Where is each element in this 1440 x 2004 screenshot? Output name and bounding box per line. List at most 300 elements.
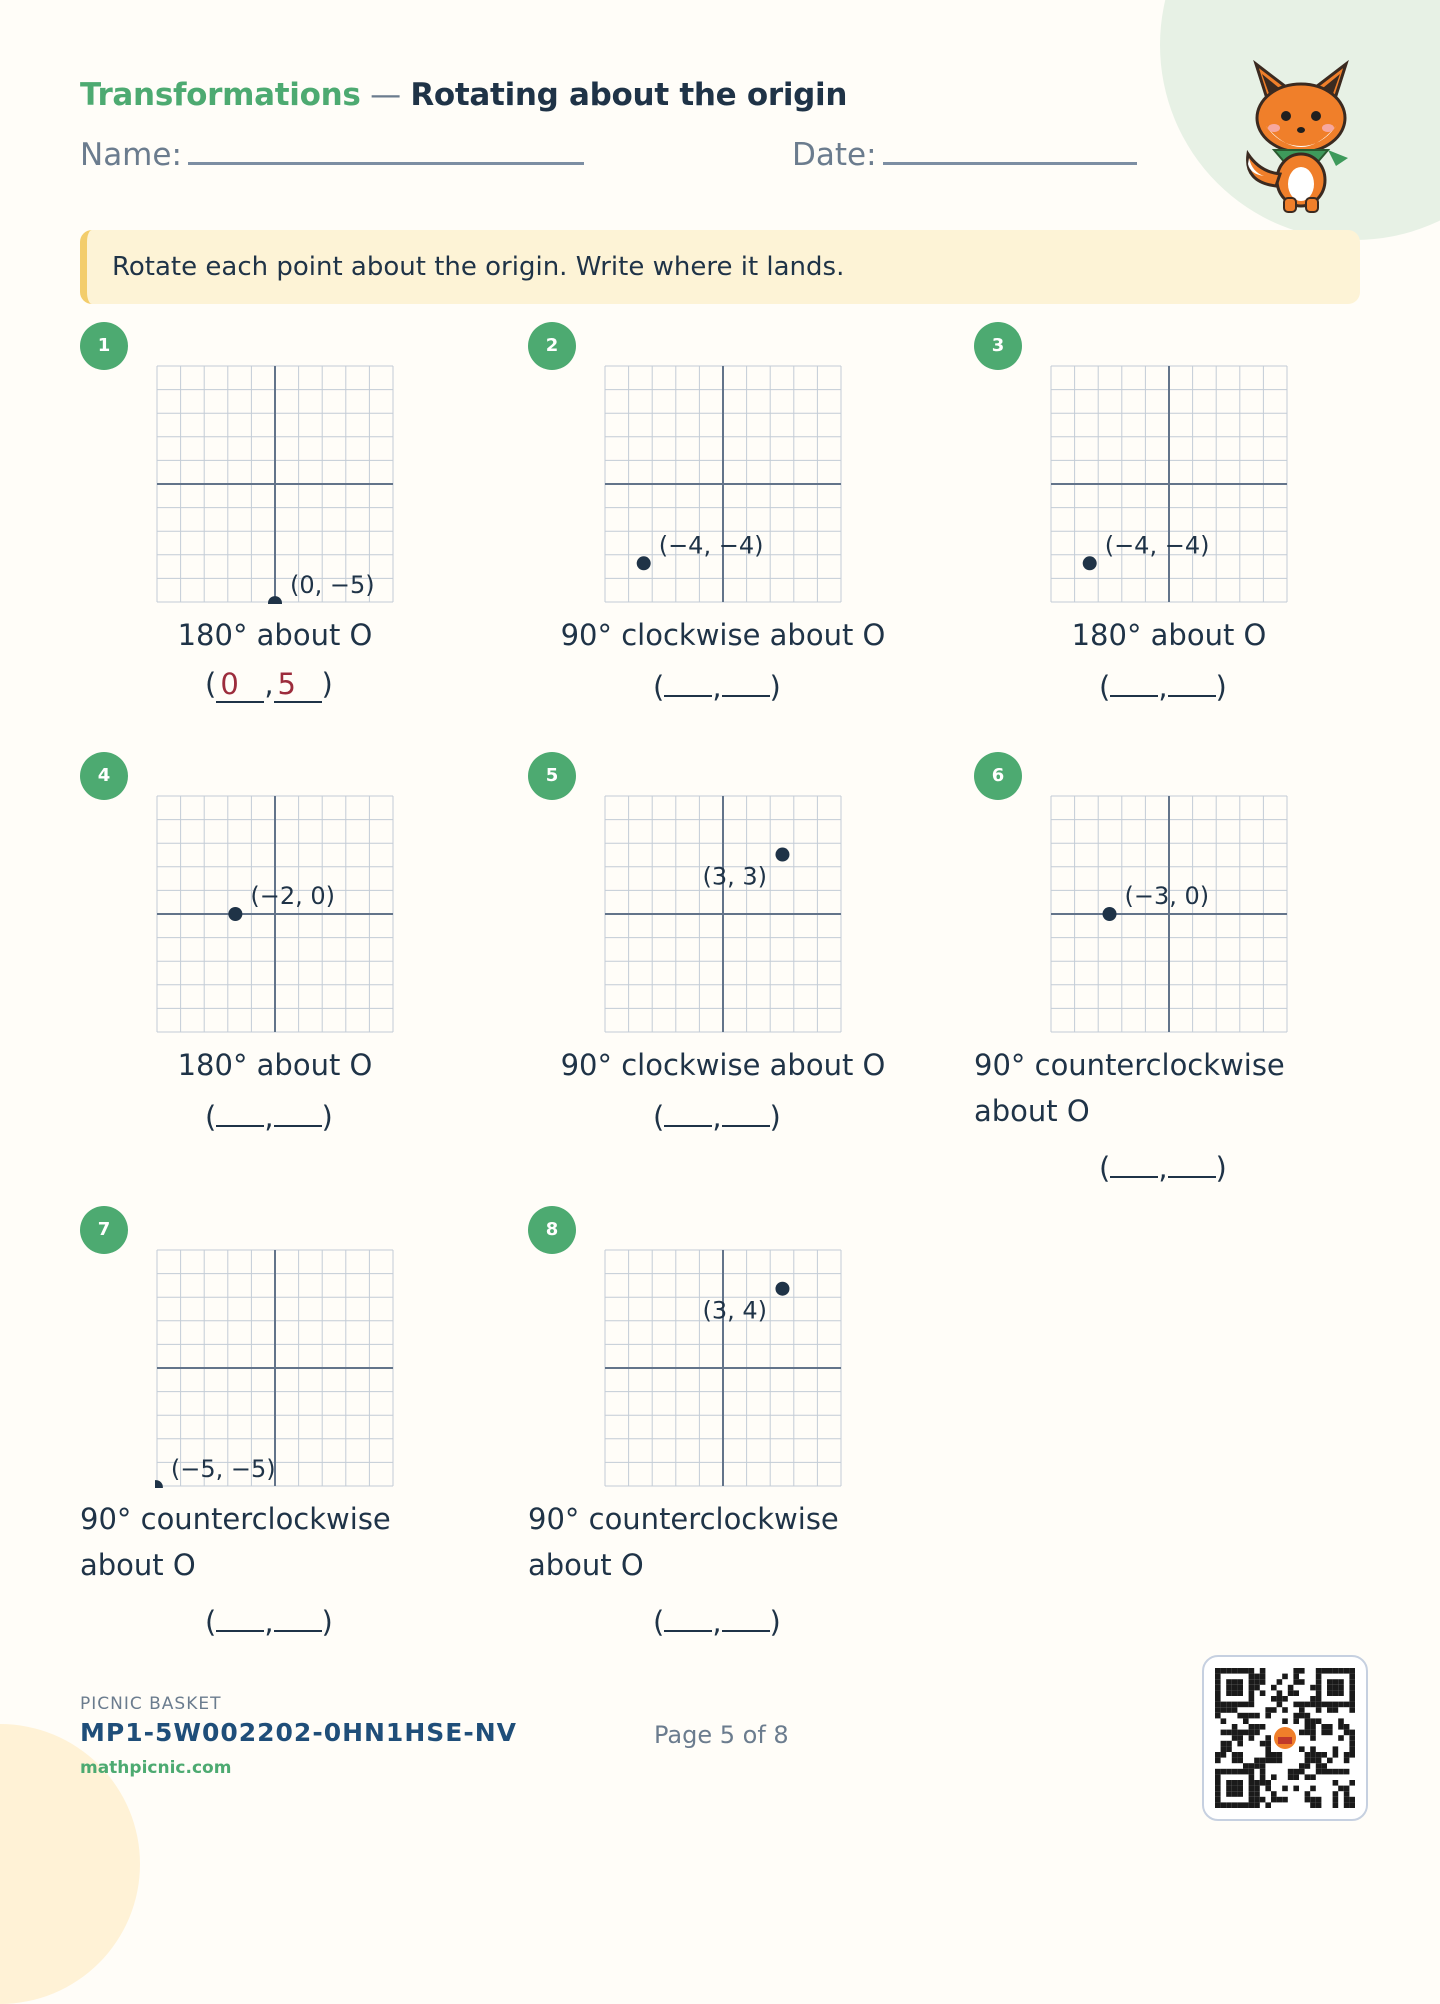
qr-module [1265,1758,1271,1764]
qr-module [1310,1802,1316,1808]
qr-module [1282,1718,1288,1724]
qr-module [1237,1769,1243,1775]
answer-x-blank[interactable] [1110,667,1158,697]
answer-y-value[interactable]: 5 [274,667,322,703]
qr-module [1254,1730,1260,1736]
qr-module [1215,1702,1221,1708]
qr-module [1221,1802,1227,1808]
qr-module [1310,1786,1316,1792]
qr-module [1299,1746,1305,1752]
qr-module [1344,1758,1350,1764]
qr-module [1243,1769,1249,1775]
qr-module [1232,1724,1238,1730]
qr-module [1249,1713,1255,1719]
qr-module [1271,1774,1277,1780]
qr-module [1232,1769,1238,1775]
qr-module [1237,1713,1243,1719]
answer-close-paren: ) [769,1605,781,1639]
answer-comma: , [1158,1151,1168,1185]
name-label: Name: [80,137,182,173]
problem-number-badge: 2 [528,322,576,370]
qr-module [1243,1730,1249,1736]
point-label: (0, −5) [290,571,375,600]
rotation-prompt: 90° counterclockwise about O [974,1048,1285,1128]
qr-module [1237,1786,1243,1792]
qr-module [1260,1797,1266,1803]
qr-module [1277,1696,1283,1702]
qr-module [1254,1780,1260,1786]
qr-module [1226,1786,1232,1792]
qr-module [1333,1668,1339,1674]
qr-module [1338,1690,1344,1696]
qr-module [1232,1702,1238,1708]
qr-module [1232,1668,1238,1674]
qr-module [1333,1780,1339,1786]
qr-module [1333,1690,1339,1696]
qr-module [1349,1702,1355,1708]
qr-module [1260,1774,1266,1780]
qr-module [1277,1752,1283,1758]
qr-module [1221,1702,1227,1708]
qr-module [1249,1774,1255,1780]
date-line[interactable] [883,162,1137,165]
qr-module [1349,1685,1355,1691]
qr-module [1237,1690,1243,1696]
qr-module [1327,1758,1333,1764]
answer-close-paren: ) [769,1100,781,1134]
qr-module [1215,1674,1221,1680]
qr-module [1344,1730,1350,1736]
qr-module [1221,1741,1227,1747]
qr-module [1333,1707,1339,1713]
qr-module [1215,1786,1221,1792]
qr-module [1277,1679,1283,1685]
answer-open-paren: ( [1099,670,1111,704]
qr-module [1344,1791,1350,1797]
qr-module [1232,1685,1238,1691]
plotted-point [775,1282,789,1296]
footer-brand: PICNIC BASKET [80,1694,222,1714]
qr-module [1338,1786,1344,1792]
qr-module [1349,1707,1355,1713]
qr-module [1344,1668,1350,1674]
qr-module [1237,1702,1243,1708]
qr-module [1243,1802,1249,1808]
qr-module [1338,1735,1344,1741]
qr-module [1254,1786,1260,1792]
answer-y-blank[interactable] [274,1602,322,1632]
qr-module [1316,1802,1322,1808]
rotation-prompt: 180° about O [1071,618,1267,652]
qr-module [1316,1707,1322,1713]
qr-module [1299,1679,1305,1685]
qr-module [1226,1730,1232,1736]
qr-module [1249,1690,1255,1696]
qr-module [1215,1679,1221,1685]
qr-module [1310,1752,1316,1758]
answer-close-paren: ) [321,1605,333,1639]
qr-module [1344,1786,1350,1792]
qr-module [1305,1791,1311,1797]
qr-module [1265,1713,1271,1719]
qr-module [1249,1730,1255,1736]
date-field[interactable] [792,137,1137,173]
qr-module [1288,1774,1294,1780]
qr-module [1310,1724,1316,1730]
qr-module [1271,1797,1277,1803]
qr-module [1327,1702,1333,1708]
qr-module [1249,1702,1255,1708]
qr-module [1293,1679,1299,1685]
qr-module [1260,1769,1266,1775]
answer-close-paren: ) [321,667,333,701]
answer-comma: , [712,670,722,704]
qr-module [1282,1797,1288,1803]
qr-module [1277,1690,1283,1696]
qr-module [1333,1802,1339,1808]
qr-module [1226,1668,1232,1674]
qr-module [1237,1752,1243,1758]
qr-module [1282,1696,1288,1702]
answer-y-blank[interactable] [274,1097,322,1127]
answer-open-paren: ( [205,1605,217,1639]
qr-module [1265,1746,1271,1752]
qr-module [1277,1702,1283,1708]
answer-y-blank[interactable] [1168,1148,1216,1178]
qr-module [1333,1769,1339,1775]
qr-module [1310,1735,1316,1741]
answer-field[interactable] [205,667,333,703]
qr-module [1305,1724,1311,1730]
qr-module [1344,1724,1350,1730]
title-separator: — [360,77,411,113]
answer-open-paren: ( [1099,1151,1111,1185]
qr-module [1316,1718,1322,1724]
qr-module [1271,1752,1277,1758]
qr-module [1243,1668,1249,1674]
rotation-prompt: 90° clockwise about O [560,1048,886,1082]
answer-field[interactable] [653,667,781,704]
qr-module [1310,1685,1316,1691]
qr-module [1215,1769,1221,1775]
qr-module [1316,1797,1322,1803]
qr-module [1249,1797,1255,1803]
qr-module [1226,1685,1232,1691]
qr-module [1254,1758,1260,1764]
qr-module [1349,1674,1355,1680]
qr-module [1254,1724,1260,1730]
coordinate-grid [155,364,395,604]
answer-y-blank[interactable] [722,1097,770,1127]
qr-module [1265,1752,1271,1758]
qr-module [1305,1730,1311,1736]
qr-module [1293,1713,1299,1719]
qr-module [1305,1797,1311,1803]
qr-module [1249,1685,1255,1691]
qr-module [1321,1724,1327,1730]
point-label: (−4, −4) [1104,531,1210,560]
answer-x-blank[interactable] [216,1602,264,1632]
qr-module [1305,1713,1311,1719]
qr-module [1271,1685,1277,1691]
qr-module [1215,1685,1221,1691]
answer-field[interactable] [1099,667,1227,704]
qr-module [1349,1802,1355,1808]
qr-module [1249,1674,1255,1680]
qr-module [1310,1797,1316,1803]
qr-module [1260,1758,1266,1764]
plotted-point [775,848,789,862]
qr-module [1221,1718,1227,1724]
qr-module [1299,1769,1305,1775]
qr-module [1310,1746,1316,1752]
qr-module [1226,1679,1232,1685]
qr-module [1215,1752,1221,1758]
qr-module [1344,1802,1350,1808]
instruction-banner: Rotate each point about the origin. Write where it lands. [80,230,1360,304]
qr-module [1265,1735,1271,1741]
qr-module [1349,1679,1355,1685]
point-label: (3, 3) [702,862,768,891]
qr-module [1215,1713,1221,1719]
problem-number-badge: 4 [80,752,128,800]
answer-x-blank[interactable] [664,667,712,697]
qr-module [1260,1780,1266,1786]
qr-module [1254,1791,1260,1797]
answer-comma: , [264,1100,274,1134]
qr-module [1260,1763,1266,1769]
point-label: (−2, 0) [250,882,335,910]
problem-number-badge: 6 [974,752,1022,800]
qr-module [1316,1668,1322,1674]
answer-field[interactable] [205,1602,333,1639]
qr-module [1338,1702,1344,1708]
answer-y-blank[interactable] [1168,667,1216,697]
qr-module [1237,1735,1243,1741]
qr-module [1232,1707,1238,1713]
qr-module [1226,1741,1232,1747]
qr-module [1293,1786,1299,1792]
qr-module [1333,1746,1339,1752]
qr-module [1327,1769,1333,1775]
title-subtitle: Rotating about the origin [410,77,848,113]
problem-number-badge: 1 [80,322,128,370]
qr-module [1249,1791,1255,1797]
answer-field[interactable] [1099,1148,1227,1185]
qr-module [1299,1702,1305,1708]
qr-module [1299,1730,1305,1736]
answer-open-paren: ( [653,1605,665,1639]
page-title [80,77,847,113]
qr-module [1260,1724,1266,1730]
qr-module [1338,1769,1344,1775]
qr-module [1249,1679,1255,1685]
qr-module [1310,1730,1316,1736]
qr-module [1232,1690,1238,1696]
qr-module [1321,1752,1327,1758]
rotation-prompt: 90° clockwise about O [560,618,886,652]
basket-body [1278,1737,1292,1744]
qr-module [1349,1735,1355,1741]
qr-module [1277,1797,1283,1803]
answer-x-blank[interactable] [664,1602,712,1632]
name-field[interactable] [80,137,584,173]
qr-module [1338,1679,1344,1685]
qr-code [1202,1655,1368,1821]
problem-number-badge: 5 [528,752,576,800]
qr-module [1310,1718,1316,1724]
answer-comma: , [712,1100,722,1134]
qr-module [1316,1752,1322,1758]
page-number: Page 5 of 8 [654,1721,789,1749]
qr-module [1299,1668,1305,1674]
qr-module [1288,1769,1294,1775]
qr-module [1321,1763,1327,1769]
qr-module [1221,1730,1227,1736]
qr-module [1226,1702,1232,1708]
qr-module [1237,1791,1243,1797]
qr-module [1333,1685,1339,1691]
qr-module [1349,1690,1355,1696]
qr-module [1293,1769,1299,1775]
fox-mascot-icon [1236,46,1366,216]
qr-module [1232,1791,1238,1797]
qr-module [1316,1763,1322,1769]
problem-number-badge: 7 [80,1206,128,1254]
footer-site: mathpicnic.com [80,1758,232,1778]
qr-module [1260,1674,1266,1680]
qr-module [1232,1786,1238,1792]
answer-x-value[interactable]: 0 [216,667,264,703]
answer-open-paren: ( [653,1100,665,1134]
qr-module [1293,1668,1299,1674]
answer-field[interactable] [653,1602,781,1639]
qr-module [1226,1769,1232,1775]
qr-module [1237,1730,1243,1736]
qr-module [1271,1758,1277,1764]
qr-module [1349,1746,1355,1752]
qr-module [1344,1797,1350,1803]
qr-module [1299,1707,1305,1713]
answer-y-blank[interactable] [722,667,770,697]
qr-module [1237,1668,1243,1674]
plotted-point [1083,556,1097,570]
qr-module [1327,1668,1333,1674]
rotation-prompt: 180° about O [177,1048,373,1082]
name-line[interactable] [188,162,584,165]
qr-module [1349,1730,1355,1736]
qr-module [1215,1774,1221,1780]
qr-module [1221,1752,1227,1758]
qr-module [1333,1702,1339,1708]
qr-module [1254,1679,1260,1685]
qr-module [1265,1802,1271,1808]
qr-module [1271,1696,1277,1702]
qr-module [1349,1780,1355,1786]
qr-module [1344,1702,1350,1708]
answer-field[interactable] [653,1097,781,1134]
qr-module [1321,1730,1327,1736]
qr-module [1305,1702,1311,1708]
qr-module [1316,1696,1322,1702]
coordinate-grid [603,364,843,604]
answer-open-paren: ( [205,667,217,701]
answer-x-blank[interactable] [216,1097,264,1127]
answer-field[interactable] [205,1097,333,1134]
qr-module [1215,1791,1221,1797]
qr-module [1321,1769,1327,1775]
point-label: (−3, 0) [1124,882,1210,910]
qr-module [1333,1752,1339,1758]
qr-module [1271,1791,1277,1797]
answer-open-paren: ( [205,1100,217,1134]
qr-module [1316,1685,1322,1691]
answer-close-paren: ) [769,670,781,704]
qr-module [1271,1707,1277,1713]
answer-y-blank[interactable] [722,1602,770,1632]
qr-module [1333,1679,1339,1685]
qr-module [1237,1780,1243,1786]
qr-module [1243,1713,1249,1719]
qr-module [1254,1685,1260,1691]
qr-module [1232,1780,1238,1786]
rotation-prompt: 90° counterclockwise about O [80,1502,391,1582]
qr-module [1260,1679,1266,1685]
qr-module [1282,1674,1288,1680]
qr-module [1249,1780,1255,1786]
answer-x-blank[interactable] [664,1097,712,1127]
qr-module [1293,1774,1299,1780]
qr-module [1254,1713,1260,1719]
title-topic: Transformations [80,77,361,113]
qr-module [1282,1786,1288,1792]
qr-module [1215,1780,1221,1786]
date-label: Date: [792,137,877,173]
qr-module [1254,1797,1260,1803]
answer-open-paren: ( [653,670,665,704]
qr-module [1221,1668,1227,1674]
qr-module [1305,1774,1311,1780]
answer-close-paren: ) [321,1100,333,1134]
qr-module [1338,1668,1344,1674]
qr-module [1260,1741,1266,1747]
rotation-prompt: 180° about O [177,618,373,652]
qr-module [1310,1758,1316,1764]
qr-module [1316,1769,1322,1775]
qr-module [1349,1797,1355,1803]
qr-module [1243,1763,1249,1769]
point-label: (−5, −5) [170,1455,276,1484]
plotted-point [1103,907,1117,921]
qr-module [1232,1679,1238,1685]
qr-module [1232,1730,1238,1736]
coordinate-grid [603,1248,843,1488]
qr-module [1237,1802,1243,1808]
qr-module [1349,1696,1355,1702]
rotation-prompt: 90° counterclockwise about O [528,1502,839,1582]
qr-module [1249,1668,1255,1674]
answer-x-blank[interactable] [1110,1148,1158,1178]
qr-module [1293,1718,1299,1724]
qr-module [1226,1791,1232,1797]
qr-module [1344,1769,1350,1775]
qr-module [1338,1685,1344,1691]
qr-module [1232,1758,1238,1764]
qr-module [1249,1735,1255,1741]
coordinate-grid [1049,794,1289,1034]
qr-module [1237,1685,1243,1691]
qr-module [1321,1668,1327,1674]
